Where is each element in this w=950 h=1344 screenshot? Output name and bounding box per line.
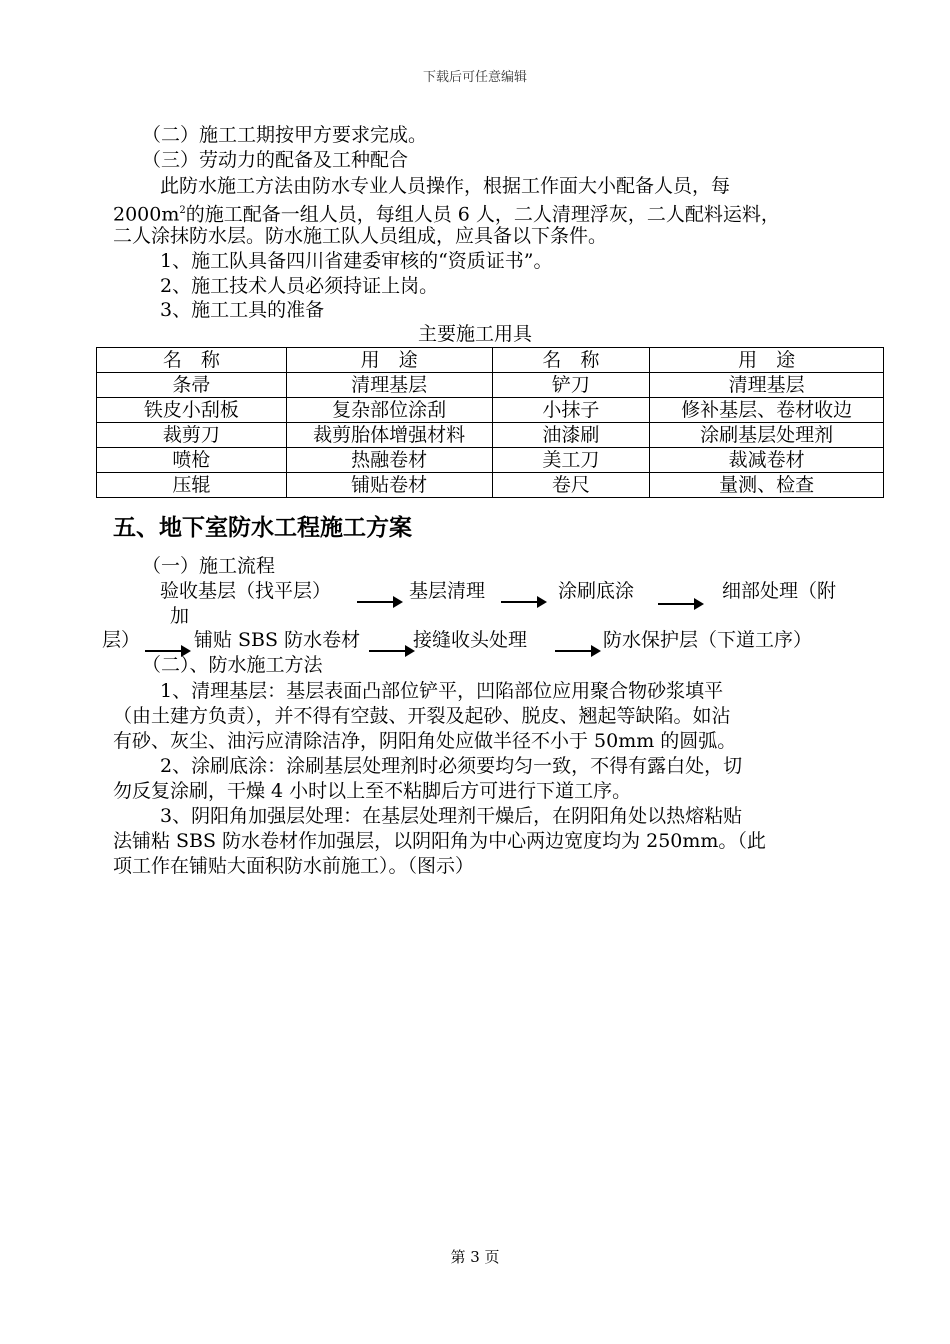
page-header: 下载后可任意编辑	[422, 70, 527, 85]
flow-step-1: 验收基层（找平层）	[160, 580, 332, 602]
tool-use: 清理基层	[650, 373, 884, 398]
table-row	[97, 448, 884, 473]
tool-name: 美工刀	[492, 448, 650, 473]
table-row	[97, 373, 884, 398]
flow-step-6: 接缝收头处理	[413, 629, 528, 651]
tool-use: 铺贴卷材	[286, 473, 492, 498]
tool-use: 清理基层	[286, 373, 492, 398]
table-row	[97, 398, 884, 423]
method-2-line-2: 勿反复涂刷，干燥 4 小时以上至不粘脚后方可进行下道工序。	[113, 780, 632, 802]
tool-name: 卷尺	[492, 473, 650, 498]
tool-name: 压辊	[97, 473, 287, 498]
flow-step-7: 防水保护层（下道工序）	[603, 629, 813, 651]
tool-name: 裁剪刀	[97, 423, 287, 448]
tool-use: 修补基层、卷材收边	[650, 398, 884, 423]
tool-use: 裁减卷材	[650, 448, 884, 473]
method-1-line-2: （由土建方负责），并不得有空鼓、开裂及起砂、脱皮、翘起等缺陷。如沾	[113, 705, 731, 727]
tool-name: 油漆刷	[492, 423, 650, 448]
table-row	[97, 423, 884, 448]
labor-paragraph-line-2: $2000m^2$的施工配备一组人员，每组人员 6 人，二人清理浮灰，二人配料运料，	[113, 203, 780, 226]
header-cell: 名 称	[492, 348, 650, 373]
flow-step-4-cont: 加	[170, 605, 190, 627]
labor-paragraph-line-1: 此防水施工方法由防水专业人员操作，根据工作面大小配备人员，每	[160, 175, 731, 197]
tool-use: 涂刷基层处理剂	[650, 423, 884, 448]
tool-name: 条帚	[97, 373, 287, 398]
header-cell: 用 途	[650, 348, 884, 373]
subsection-method-title: （二）、防水施工方法	[142, 654, 323, 676]
flow-step-4-end: 层）	[102, 629, 141, 651]
page-number: 第 3 页	[450, 1248, 500, 1266]
method-3-line-3: 项工作在铺贴大面积防水前施工）。（图示）	[113, 855, 475, 877]
method-3-line-1: 3、阴阳角加强层处理：在基层处理剂干燥后，在阴阳角处以热熔粘贴	[160, 805, 743, 827]
method-1-line-1: 1、清理基层：基层表面凸部位铲平，凹陷部位应用聚合物砂浆填平	[160, 680, 724, 702]
flow-arrow-icon	[501, 596, 547, 608]
tool-use: 裁剪胎体增强材料	[286, 423, 492, 448]
condition-1: 1、施工队具备四川省建委审核的“资质证书”。	[160, 250, 553, 272]
tools-table-caption: 主要施工用具	[417, 323, 532, 345]
condition-2: 2、施工技术人员必须持证上岗。	[160, 275, 439, 297]
header-cell: 名 称	[97, 348, 287, 373]
method-1-line-3: 有砂、灰尘、油污应清除洁净，阴阳角处应做半径不小于 50mm 的圆弧。	[113, 730, 737, 752]
flow-arrow-icon	[555, 645, 601, 657]
flow-step-5: 铺贴 SBS 防水卷材	[194, 629, 361, 651]
tools-table-header	[97, 348, 884, 373]
table-row	[97, 473, 884, 498]
header-cell: 用 途	[286, 348, 492, 373]
flow-arrow-icon	[658, 598, 704, 610]
tool-name: 小抹子	[492, 398, 650, 423]
tool-use: 量测、检查	[650, 473, 884, 498]
tool-use: 复杂部位涂刮	[286, 398, 492, 423]
tool-name: 铲刀	[492, 373, 650, 398]
tool-name: 铁皮小刮板	[97, 398, 287, 423]
flow-step-2: 基层清理	[409, 580, 486, 602]
labor-paragraph-line-3: 二人涂抹防水层。防水施工队人员组成，应具备以下条件。	[113, 225, 608, 247]
section-5-heading: 五、地下室防水工程施工方案	[113, 515, 412, 541]
flow-arrow-icon	[369, 645, 415, 657]
subsection-flow-title: （一）施工流程	[142, 555, 276, 577]
tools-table	[96, 347, 884, 498]
tool-use: 热融卷材	[286, 448, 492, 473]
flow-step-4: 细部处理（附	[722, 580, 837, 602]
condition-3: 3、施工工具的准备	[160, 299, 325, 321]
flow-step-3: 涂刷底涂	[558, 580, 635, 602]
method-2-line-1: 2、涂刷底涂：涂刷基层处理剂时必须要均匀一致，不得有露白处，切	[160, 755, 743, 777]
item-2-schedule: （二）施工工期按甲方要求完成。	[142, 124, 428, 146]
method-3-line-2: 法铺粘 SBS 防水卷材作加强层，以阴阳角为中心两边宽度均为 250mm。（此	[113, 830, 766, 852]
flow-arrow-icon	[357, 596, 403, 608]
tool-name: 喷枪	[97, 448, 287, 473]
item-3-labor: （三）劳动力的配备及工种配合	[142, 149, 409, 171]
